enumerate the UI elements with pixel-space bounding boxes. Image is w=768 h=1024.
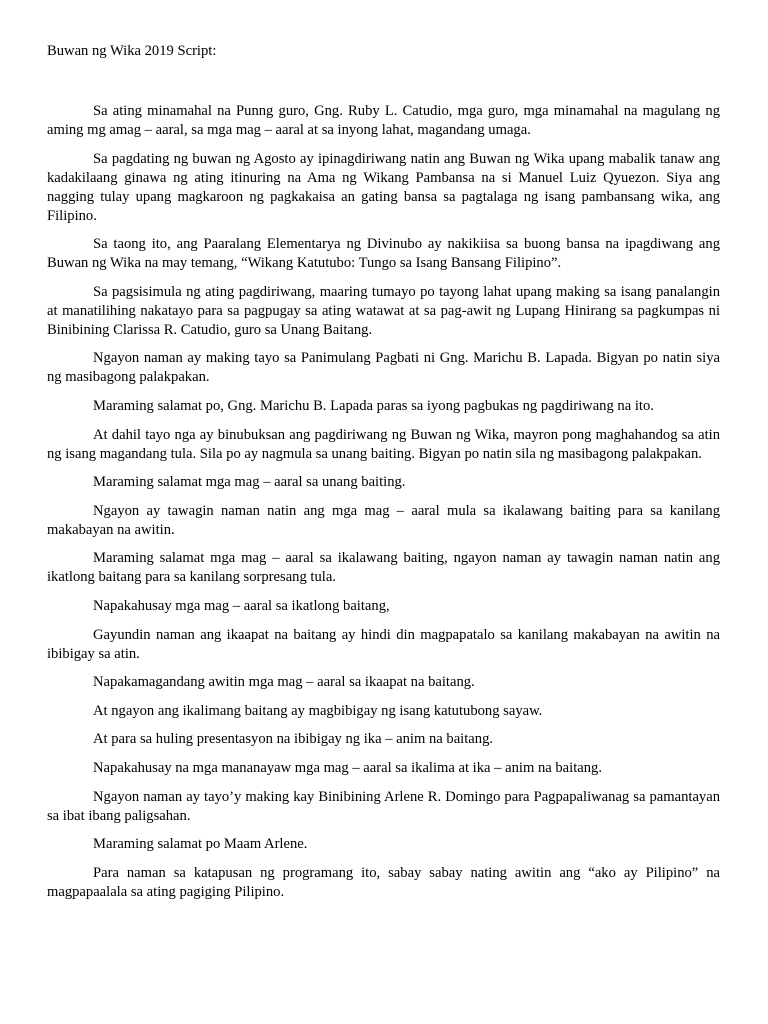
paragraph: Sa pagsisimula ng ating pagdiriwang, maaring tumayo po tayong lahat upang making sa isang panalangin at manatilihing nakatayo para sa pagpugay sa ating watawat at sa pag-awit ng Lupang Hinirang sa pagkumpas ni Binibining Clarissa R. Catudio, guro sa Unang Baitang.: [47, 283, 720, 338]
paragraph: At para sa huling presentasyon na ibibigay ng ika – anim na baitang.: [93, 731, 494, 748]
paragraph: At ngayon ang ikalimang baitang ay magbibigay ng isang katutubong sayaw.: [93, 702, 543, 719]
paragraph: Ngayon ay tawagin naman natin ang mga mag – aaral mula sa ikalawang baiting para sa kanilang makabayan na awitin.: [47, 502, 720, 538]
paragraph: At dahil tayo nga ay binubuksan ang pagdiriwang ng Buwan ng Wika, mayron pong maghahandog sa atin ng isang magandang tula. Sila po ay nagmula sa unang baiting. Bigyan po natin sila ng masibagong palakpakan.: [47, 426, 720, 462]
document-title: Buwan ng Wika 2019 Script:: [47, 43, 217, 59]
paragraph: Sa taong ito, ang Paaralang Elementarya ng Divinubo ay nakikiisa sa buong bansa na ipagdiwang ang Buwan ng Wika na may temang, “Wikang Katutubo: Tungo sa Isang Bansang Filipino”.: [47, 236, 720, 272]
paragraph: Maraming salamat mga mag – aaral sa ikalawang baiting, ngayon naman ay tawagin naman natin ang ikatlong baitang para sa kanilang sorpresang tula.: [47, 550, 720, 586]
paragraph: Para naman sa katapusan ng programang ito, sabay sabay nating awitin ang “ako ay Pilipino” na magpapaalala sa ating pagiging Pilipino.: [47, 864, 720, 900]
paragraph: Sa ating minamahal na Punng guro, Gng. Ruby L. Catudio, mga guro, mga minamahal na magulang ng aming mg amag – aaral, sa mga mag – aaral at sa inyong lahat, magandang umaga.: [47, 103, 720, 138]
paragraph: Maraming salamat po Maam Arlene.: [93, 836, 308, 853]
paragraph: Maraming salamat mga mag – aaral sa unang baiting.: [93, 474, 406, 491]
paragraph: Gayundin naman ang ikaapat na baitang ay hindi din magpapatalo sa kanilang makabayan na awitin na ibibigay sa atin.: [47, 626, 720, 662]
paragraph: Ngayon naman ay making tayo sa Panimulang Pagbati ni Gng. Marichu B. Lapada. Bigyan po natin siya ng masibagong palakpakan.: [47, 350, 720, 386]
paragraph: Napakamagandang awitin mga mag – aaral sa ikaapat na baitang.: [93, 674, 475, 691]
paragraph: Maraming salamat po, Gng. Marichu B. Lapada paras sa iyong pagbukas ng pagdiriwang na ito.: [93, 397, 654, 414]
paragraph: Napakahusay na mga mananayaw mga mag – aaral sa ikalima at ika – anim na baitang.: [93, 759, 602, 776]
paragraph: Sa pagdating ng buwan ng Agosto ay ipinagdiriwang natin ang Buwan ng Wika upang mabalik tanaw ang kadakilaang ginawa ng ating itinuring na Ama ng Wikang Pambansa na si Manuel Luiz Qyuezon. Siya ang nagging tulay upang magkaroon ng pagkakaisa an gating bansa sa pagtalaga ng isang pambansang wika, ang Filipino.: [47, 150, 720, 224]
paragraph: Napakahusay mga mag – aaral sa ikatlong baitang,: [93, 597, 390, 614]
script-body: [47, 102, 720, 902]
paragraph: Ngayon naman ay tayo’y making kay Binibining Arlene R. Domingo para Pagpapaliwanag sa pamantayan sa ibat ibang paligsahan.: [47, 788, 720, 824]
